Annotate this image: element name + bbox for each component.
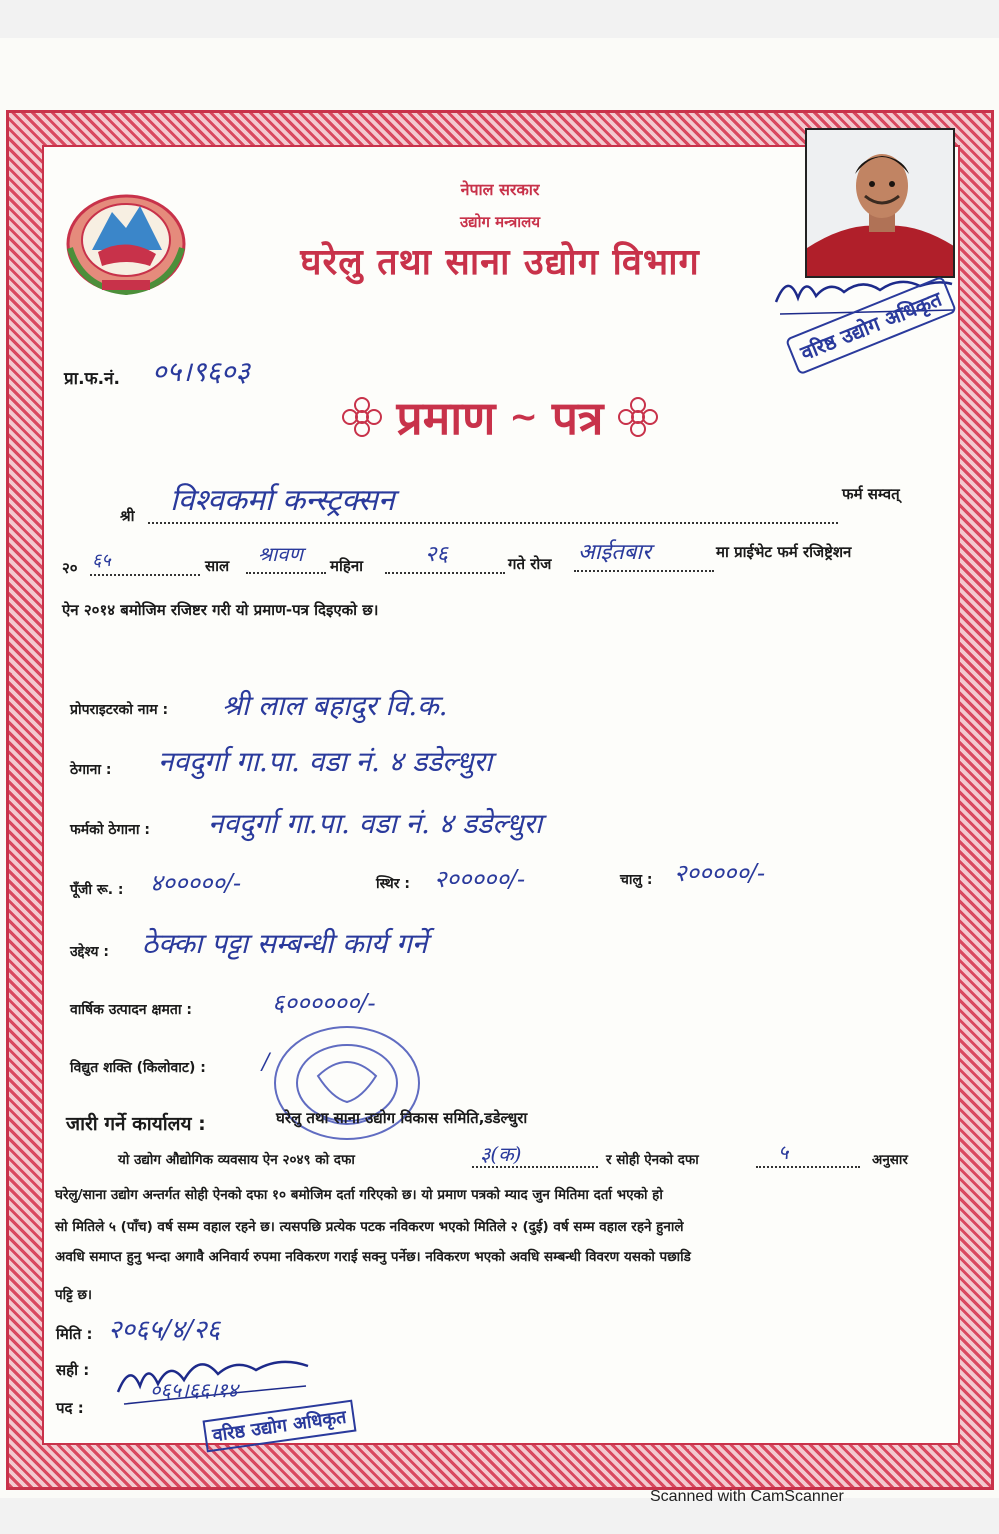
post-hand-value: ०६५।६६।१४ <box>150 1378 238 1402</box>
day-dots <box>385 572 505 574</box>
firm-name-dots <box>148 522 838 524</box>
applicant-photo <box>805 128 955 278</box>
capacity-value: ६००००००/- <box>272 989 376 1017</box>
capacity-label: वार्षिक उत्पादन क्षमता : <box>70 1002 192 1018</box>
month-value: श्रावण <box>258 542 303 566</box>
legal-dots-2 <box>756 1166 860 1168</box>
year-value: ६५ <box>92 550 111 571</box>
date-line-suffix: मा प्राईभेट फर्म रजिष्ट्रेशन <box>716 543 852 561</box>
header-line-1: नेपाल सरकार <box>460 180 540 199</box>
camscanner-watermark: Scanned with CamScanner <box>650 1488 844 1505</box>
power-label: विद्युत शक्ति (किलोवाट) : <box>70 1060 206 1076</box>
firm-prefix: श्री <box>120 507 135 525</box>
current-label: चालु : <box>620 872 653 888</box>
proprietor-label: प्रोपराइटरको नाम : <box>70 702 169 718</box>
legal-section-2: ५ <box>778 1140 789 1164</box>
proprietor-value: श्री लाल बहादुर वि.क. <box>222 689 448 722</box>
weekday-value: आईतबार <box>578 540 652 565</box>
legal-dots-1 <box>472 1166 598 1168</box>
current-value: २०००००/- <box>674 859 766 887</box>
photo-stamp: वरिष्ठ उद्योग अधिकृत <box>785 276 957 376</box>
year-label: साल <box>205 557 230 575</box>
title-dash: ~ <box>509 397 538 437</box>
year-dots <box>90 574 200 576</box>
month-label: महिना <box>330 557 364 575</box>
date-value: २०६५/४/२६ <box>108 1315 221 1345</box>
firm-name-value: विश्वकर्मा कन्स्ट्रक्सन <box>170 483 395 518</box>
reg-no-label: प्रा.फ.नं. <box>64 369 120 389</box>
legal-line-1c: अनुसार <box>872 1152 908 1168</box>
flower-left-icon <box>341 396 383 438</box>
month-dots <box>246 572 326 574</box>
post-stamp: वरिष्ठ उद्योग अधिकृत <box>203 1400 357 1453</box>
capital-label: पूँजी रू. : <box>70 882 124 898</box>
day-label: गते रोज <box>508 555 552 573</box>
legal-line-1b: र सोही ऐनको दफा <box>606 1152 699 1168</box>
firm-address-value: नवदुर्गा गा.पा. वडा नं. ४ डडेल्धुरा <box>208 807 543 840</box>
flower-right-icon <box>617 396 659 438</box>
person-photo-icon <box>807 130 955 278</box>
objective-value: ठेक्का पट्टा सम्बन्धी कार्य गर्ने <box>142 927 428 960</box>
power-value: / <box>262 1050 270 1075</box>
year-prefix: २० <box>62 559 78 577</box>
address-value: नवदुर्गा गा.पा. वडा नं. ४ डडेल्धुरा <box>158 745 493 778</box>
reg-no-value: ०५।९६०३ <box>152 355 250 388</box>
issuer-value: घरेलु तथा साना उद्योग विकास समिति,डडेल्धुरा <box>276 1109 528 1127</box>
office-seal-icon <box>262 1018 432 1148</box>
department-name: घरेलु तथा साना उद्योग विभाग <box>300 242 700 283</box>
legal-section-1: ३(क) <box>480 1142 522 1166</box>
legal-line-5: पट्टि छ। <box>55 1287 93 1303</box>
firm-suffix: फर्म सम्वत् <box>842 485 900 503</box>
legal-line-4: अवधि समाप्त हुनु भन्दा अगावै अनिवार्य रुपमा नविकरण गराई सक्नु पर्नेछ। नविकरण भएको अवधि सम्बन्धी विवरण यसको पछाडि <box>55 1249 691 1265</box>
nepal-emblem-icon <box>62 188 190 298</box>
title-right-word: पत्र <box>551 391 604 445</box>
fixed-label: स्थिर : <box>376 876 410 892</box>
title-left-word: प्रमाण <box>396 391 496 445</box>
legal-line-2: घरेलु/साना उद्योग अन्तर्गत सोही ऐनको दफा १० बमोजिम दर्ता गरिएको छ। यो प्रमाण पत्रको म्याद जुन मितिमा दर्ता भएको हो <box>55 1187 663 1203</box>
government-header <box>250 178 750 285</box>
act-line: ऐन २०१४ बमोजिम रजिष्टर गरी यो प्रमाण-पत्र दिइएको छ। <box>62 601 379 619</box>
fixed-value: २०००००/- <box>434 865 526 893</box>
weekday-dots <box>574 570 714 572</box>
firm-address-label: फर्मको ठेगाना : <box>70 822 150 838</box>
objective-label: उद्देश्य : <box>70 944 109 960</box>
legal-line-3: सो मितिले ५ (पाँच) वर्ष सम्म वहाल रहने छ। त्यसपछि प्रत्येक पटक नविकरण भएको मितिले २ (दुई) वर्ष सम्म वहाल रहने हुनाले <box>55 1219 684 1235</box>
sign-label: सही : <box>56 1361 90 1379</box>
header-line-2: उद्योग मन्त्रालय <box>459 213 541 231</box>
address-label: ठेगाना : <box>70 762 112 778</box>
capital-value: ४०००००/- <box>150 869 242 897</box>
issuer-label: जारी गर्ने कार्यालय : <box>66 1113 206 1135</box>
day-value: २६ <box>425 542 448 567</box>
post-label: पद : <box>56 1399 84 1417</box>
date-label: मिति : <box>56 1325 93 1343</box>
certificate-title <box>250 386 750 448</box>
legal-line-1a: यो उद्योग औद्योगिक व्यवसाय ऐन २०४९ को दफा <box>118 1152 355 1168</box>
